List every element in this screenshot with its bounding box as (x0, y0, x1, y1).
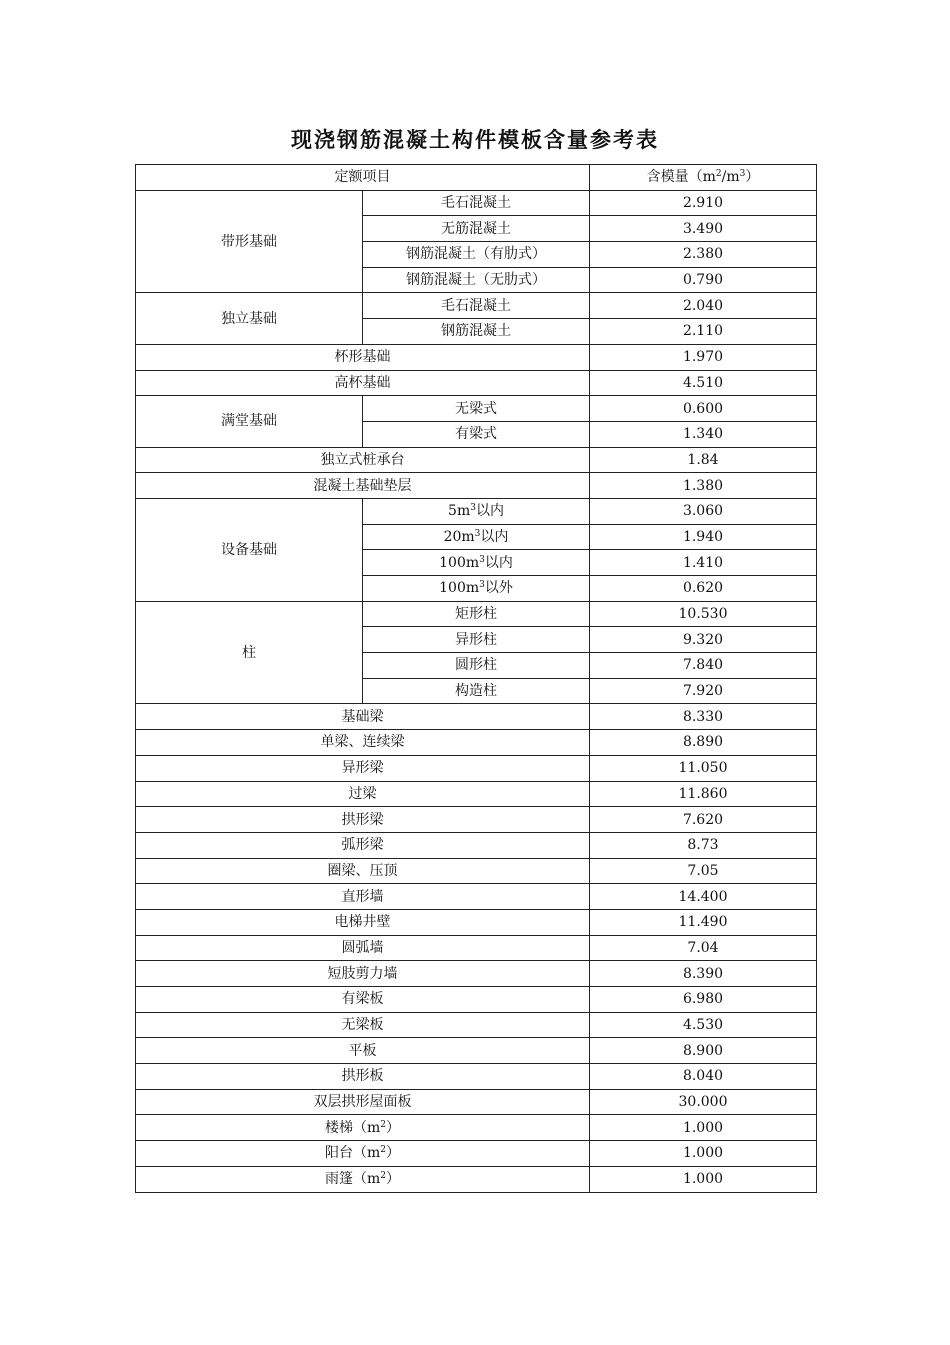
sub-item-suffix: 以外 (484, 580, 513, 597)
sub-item (363, 576, 590, 602)
value-cell: 0.790 (590, 267, 817, 293)
item-label: 混凝土基础垫层 (136, 473, 590, 499)
item-label-text: 楼梯（m (324, 1119, 381, 1136)
value-cell: 1.970 (590, 344, 817, 370)
sub-item: 异形柱 (363, 627, 590, 653)
item-label (136, 1166, 590, 1192)
sub-item: 圆形柱 (363, 653, 590, 679)
value-cell: 11.050 (590, 755, 817, 781)
item-label: 过梁 (136, 781, 590, 807)
item-label: 基础梁 (136, 704, 590, 730)
value-cell: 7.920 (590, 678, 817, 704)
value-cell: 3.490 (590, 216, 817, 242)
sub-item: 无梁式 (363, 396, 590, 422)
value-cell: 1.84 (590, 447, 817, 473)
value-cell: 1.000 (590, 1166, 817, 1192)
sub-item-sup: 3 (479, 580, 485, 591)
table-row (136, 858, 817, 884)
value-cell: 4.510 (590, 370, 817, 396)
item-label: 弧形梁 (136, 832, 590, 858)
sub-item: 矩形柱 (363, 601, 590, 627)
value-cell: 8.040 (590, 1064, 817, 1090)
header-item: 定额项目 (136, 165, 590, 191)
table-row (136, 344, 817, 370)
item-label: 单梁、连续梁 (136, 730, 590, 756)
table-header-row (136, 165, 817, 191)
table-row (136, 396, 817, 422)
table-row (136, 1012, 817, 1038)
sub-item (363, 498, 590, 524)
table-row (136, 935, 817, 961)
header-value-suffix: ） (745, 169, 760, 186)
item-label: 圈梁、压顶 (136, 858, 590, 884)
value-cell: 4.530 (590, 1012, 817, 1038)
value-cell: 2.380 (590, 242, 817, 268)
value-cell: 2.910 (590, 190, 817, 216)
value-cell: 1.940 (590, 524, 817, 550)
sub-item (363, 550, 590, 576)
item-label-text: 阳台（m (324, 1145, 381, 1162)
value-cell: 7.620 (590, 807, 817, 833)
group-label: 独立基础 (136, 293, 363, 344)
item-label (136, 1141, 590, 1167)
header-value (590, 165, 817, 191)
table-row (136, 832, 817, 858)
table-row (136, 1064, 817, 1090)
item-label: 高杯基础 (136, 370, 590, 396)
item-label (136, 1115, 590, 1141)
item-label: 独立式桩承台 (136, 447, 590, 473)
item-label: 无梁板 (136, 1012, 590, 1038)
table-row (136, 1038, 817, 1064)
sub-item-sup: 3 (474, 528, 481, 539)
sub-item-suffix: 以内 (475, 503, 504, 520)
sub-item-text: 20m (443, 528, 475, 545)
value-cell: 1.380 (590, 473, 817, 499)
value-cell: 2.040 (590, 293, 817, 319)
sub-item (363, 524, 590, 550)
header-value-mid: /m (721, 169, 740, 186)
table-row (136, 704, 817, 730)
item-label: 双层拱形屋面板 (136, 1089, 590, 1115)
item-label-suffix: ） (386, 1171, 400, 1188)
sub-item-suffix: 以内 (480, 528, 509, 545)
item-label: 短肢剪力墙 (136, 961, 590, 987)
item-label: 有梁板 (136, 987, 590, 1013)
value-cell: 7.05 (590, 858, 817, 884)
table-row (136, 755, 817, 781)
sub-item: 构造柱 (363, 678, 590, 704)
formwork-table (135, 164, 817, 1193)
sub-item: 钢筋混凝土 (363, 319, 590, 345)
item-label-suffix: ） (386, 1145, 400, 1162)
table-body (136, 190, 817, 1192)
sub-item: 有梁式 (363, 421, 590, 447)
value-cell: 8.390 (590, 961, 817, 987)
table-row (136, 293, 817, 319)
sub-item: 毛石混凝土 (363, 190, 590, 216)
value-cell: 9.320 (590, 627, 817, 653)
table-row (136, 884, 817, 910)
item-label: 电梯井壁 (136, 909, 590, 935)
sub-item-text: 5m (448, 503, 471, 520)
value-cell: 1.340 (590, 421, 817, 447)
sub-item-text: 100m (439, 580, 480, 597)
table-row (136, 961, 817, 987)
item-label-sup: 2 (380, 1171, 386, 1182)
value-cell: 1.410 (590, 550, 817, 576)
value-cell: 6.980 (590, 987, 817, 1013)
group-label: 带形基础 (136, 190, 363, 293)
header-value-sup2: 3 (739, 169, 746, 180)
sub-item: 无筋混凝土 (363, 216, 590, 242)
value-cell: 1.000 (590, 1141, 817, 1167)
table-row (136, 807, 817, 833)
value-cell: 10.530 (590, 601, 817, 627)
table-row (136, 498, 817, 524)
table-row (136, 730, 817, 756)
value-cell: 0.600 (590, 396, 817, 422)
header-value-sup1: 2 (715, 169, 722, 180)
table-row (136, 1089, 817, 1115)
sub-item-sup: 3 (479, 554, 485, 565)
value-cell: 8.330 (590, 704, 817, 730)
sub-item: 钢筋混凝土（有肋式） (363, 242, 590, 268)
value-cell: 30.000 (590, 1089, 817, 1115)
table-row (136, 781, 817, 807)
value-cell: 1.000 (590, 1115, 817, 1141)
value-cell: 0.620 (590, 576, 817, 602)
value-cell: 11.490 (590, 909, 817, 935)
group-label: 设备基础 (136, 498, 363, 601)
value-cell: 8.890 (590, 730, 817, 756)
value-cell: 3.060 (590, 498, 817, 524)
sub-item: 钢筋混凝土（无肋式） (363, 267, 590, 293)
item-label: 圆弧墙 (136, 935, 590, 961)
sub-item-suffix: 以内 (484, 554, 513, 571)
item-label: 异形梁 (136, 755, 590, 781)
item-label: 拱形板 (136, 1064, 590, 1090)
item-label-sup: 2 (380, 1145, 386, 1156)
item-label: 直形墙 (136, 884, 590, 910)
table-row (136, 601, 817, 627)
table-row (136, 190, 817, 216)
value-cell: 8.900 (590, 1038, 817, 1064)
item-label: 杯形基础 (136, 344, 590, 370)
value-cell: 7.840 (590, 653, 817, 679)
value-cell: 7.04 (590, 935, 817, 961)
value-cell: 11.860 (590, 781, 817, 807)
value-cell: 14.400 (590, 884, 817, 910)
item-label-suffix: ） (386, 1119, 400, 1136)
table-row (136, 909, 817, 935)
table-row (136, 473, 817, 499)
sub-item-sup: 3 (470, 503, 476, 514)
item-label: 拱形梁 (136, 807, 590, 833)
table-row (136, 447, 817, 473)
item-label-sup: 2 (380, 1119, 386, 1130)
document-title: 现浇钢筋混凝土构件模板含量参考表 (291, 128, 659, 152)
sub-item-text: 100m (439, 554, 480, 571)
value-cell: 8.73 (590, 832, 817, 858)
sub-item: 毛石混凝土 (363, 293, 590, 319)
table-row (136, 1141, 817, 1167)
table-row (136, 370, 817, 396)
group-label: 柱 (136, 601, 363, 704)
value-cell: 2.110 (590, 319, 817, 345)
table-row (136, 987, 817, 1013)
item-label-text: 雨篷（m (324, 1171, 381, 1188)
item-label: 平板 (136, 1038, 590, 1064)
header-value-prefix: 含模量（m (646, 169, 716, 186)
table-row (136, 1166, 817, 1192)
group-label: 满堂基础 (136, 396, 363, 447)
table-row (136, 1115, 817, 1141)
